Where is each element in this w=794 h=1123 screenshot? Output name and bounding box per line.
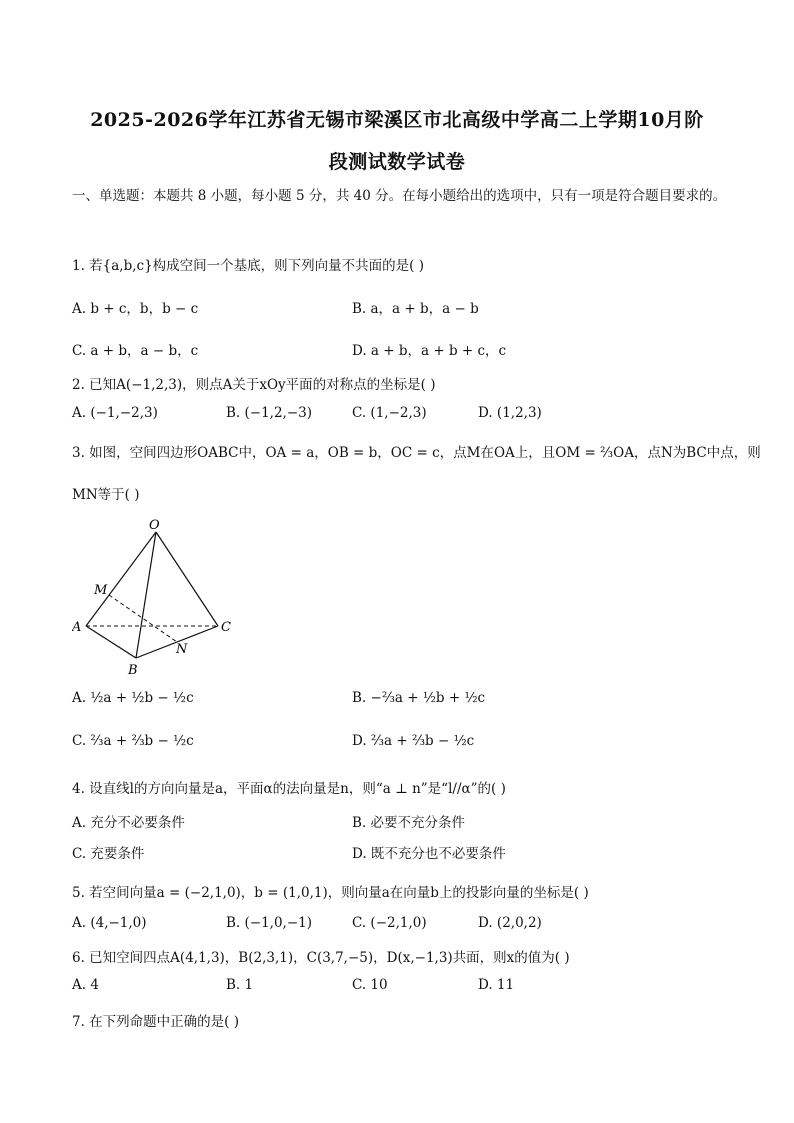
question-6-option-d: D. 11 bbox=[478, 977, 515, 993]
question-3-option-b: B. −⅔a + ½b + ½c bbox=[352, 690, 486, 706]
question-1-option-a: A. b + c，b，b − c bbox=[72, 301, 199, 317]
exam-title-line2: 段测试数学试卷 bbox=[328, 151, 466, 173]
question-5-option-c: C. (−2,1,0) bbox=[352, 915, 427, 931]
question-3-stem-line1: 3. 如图，空间四边形OABC中，OA = a，OB = b，OC = c，点M在OA上，且OM = ⅔OA，点N为BC中点，则 bbox=[72, 445, 761, 461]
question-5-stem: 5. 若空间向量a = (−2,1,0)，b = (1,0,1)，则向量a在向量b上的投影向量的坐标是( ) bbox=[72, 885, 589, 901]
tetrahedron-figure bbox=[72, 518, 242, 678]
edge-ob bbox=[136, 532, 156, 658]
question-1-option-c: C. a + b，a − b，c bbox=[72, 343, 199, 359]
question-3-option-a: A. ½a + ½b − ½c bbox=[72, 690, 194, 706]
question-6-stem: 6. 已知空间四点A(4,1,3)，B(2,3,1)，C(3,7,−5)，D(x,−1,3)共面，则x的值为( ) bbox=[72, 950, 570, 966]
label-a: A bbox=[72, 620, 82, 635]
question-6-option-c: C. 10 bbox=[352, 977, 388, 993]
question-4-option-b: B. 必要不充分条件 bbox=[352, 815, 466, 831]
question-4-option-c: C. 充要条件 bbox=[72, 846, 145, 862]
edge-oa bbox=[86, 532, 156, 626]
exam-title-line1: 2025-2026学年江苏省无锡市梁溪区市北高级中学高二上学期10月阶 bbox=[90, 109, 704, 131]
question-4-option-d: D. 既不充分也不必要条件 bbox=[352, 846, 506, 862]
question-6-option-a: A. 4 bbox=[72, 977, 99, 993]
question-1-option-b: B. a，a + b，a − b bbox=[352, 301, 479, 317]
question-1-option-d: D. a + b，a + b + c，c bbox=[352, 343, 507, 359]
edge-ab bbox=[86, 626, 136, 658]
question-2-option-a: A. (−1,−2,3) bbox=[72, 405, 158, 421]
question-2-option-d: D. (1,2,3) bbox=[478, 405, 542, 421]
question-7-stem: 7. 在下列命题中正确的是( ) bbox=[72, 1014, 239, 1030]
section-heading: 一、单选题：本题共 8 小题，每小题 5 分，共 40 分。在每小题给出的选项中，只有一项是符合题目要求的。 bbox=[72, 188, 727, 204]
question-2-option-b: B. (−1,2,−3) bbox=[226, 405, 313, 421]
label-c: C bbox=[221, 620, 231, 635]
question-3-option-c: C. ⅔a + ⅔b − ½c bbox=[72, 733, 194, 749]
question-4-stem: 4. 设直线l的方向向量是a，平面α的法向量是n，则“a ⊥ n”是“l//α”的( ) bbox=[72, 781, 506, 797]
question-6-option-b: B. 1 bbox=[226, 977, 254, 993]
question-5-option-d: D. (2,0,2) bbox=[478, 915, 542, 931]
question-3-option-d: D. ⅔a + ⅔b − ½c bbox=[352, 733, 475, 749]
label-m: M bbox=[94, 583, 108, 598]
question-2-stem: 2. 已知A(−1,2,3)，则点A关于xOy平面的对称点的坐标是( ) bbox=[72, 377, 436, 393]
question-5-option-b: B. (−1,0,−1) bbox=[226, 915, 313, 931]
label-o: O bbox=[149, 518, 160, 533]
question-2-option-c: C. (1,−2,3) bbox=[352, 405, 427, 421]
question-3-stem-line2: MN等于( ) bbox=[72, 487, 140, 503]
label-n: N bbox=[176, 642, 188, 657]
question-1-stem: 1. 若{a,b,c}构成空间一个基底，则下列向量不共面的是( ) bbox=[72, 258, 425, 274]
question-4-option-a: A. 充分不必要条件 bbox=[72, 815, 185, 831]
label-b: B bbox=[128, 663, 138, 678]
edge-oc bbox=[156, 532, 218, 626]
segment-mn bbox=[109, 595, 177, 642]
question-5-option-a: A. (4,−1,0) bbox=[72, 915, 147, 931]
